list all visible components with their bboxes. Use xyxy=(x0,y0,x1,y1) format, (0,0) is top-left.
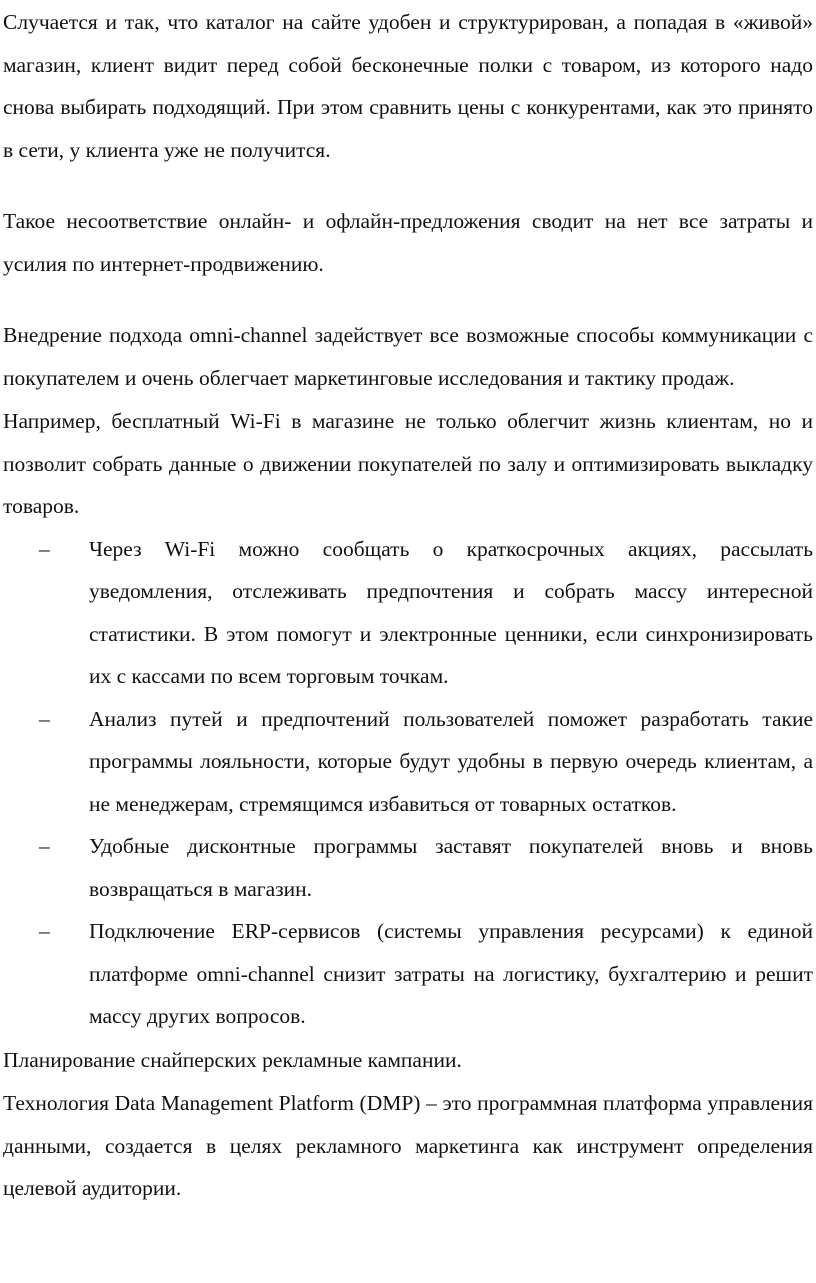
list-item xyxy=(39,910,813,1038)
list-item xyxy=(39,698,813,826)
list-dash: – xyxy=(39,919,50,943)
list-item xyxy=(39,528,813,698)
list-item xyxy=(39,825,813,910)
document-page xyxy=(3,0,813,1210)
paragraph-mismatch: Такое несоответствие онлайн- и офлайн-предложения сводит на нет все затраты и усилия по интернет-продвижению. xyxy=(3,209,813,276)
list-dash: – xyxy=(39,834,50,858)
list-dash: – xyxy=(39,706,50,731)
paragraph-catalog: Случается и так, что каталог на сайте удобен и структурирован, а попадая в «живой» магазин, клиент видит перед собой бесконечные полки с товаром, из которого надо снова выбирать подходящий. При этом сравнить цены с конкурентами, как это принято в сети, у клиента уже не получится. xyxy=(3,10,813,162)
paragraph-campaign-planning: Планирование снайперских рекламные кампании. xyxy=(3,1047,462,1072)
list-item-text: Анализ путей и предпочтений пользователей поможет разработать такие программы лояльности, которые будут удобны в первую очередь клиентам, а не менеджерам, стремящимся избавиться от товарных остатков. xyxy=(89,706,813,816)
list-dash: – xyxy=(39,536,50,561)
list-item-text: Подключение ERP-сервисов (системы управления ресурсами) к единой платформе omni-channel снизит затраты на логистику, бухгалтерию и решит массу других вопросов. xyxy=(89,919,813,1028)
paragraph-omni-channel: Внедрение подхода omni-channel задействует все возможные способы коммуникации с покупателем и очень облегчает маркетинговые исследования и тактику продаж. xyxy=(3,323,813,390)
benefits-list xyxy=(3,528,813,1038)
list-item-text: Удобные дисконтные программы заставят покупателей вновь и вновь возвращаться в магазин. xyxy=(89,834,813,901)
paragraph-dmp: Технология Data Management Platform (DMP) – это программная платформа управления данными, создается в целях рекламного маркетинга как инструмент определения целевой аудитории. xyxy=(3,1091,813,1200)
paragraph-wifi: Например, бесплатный Wi-Fi в магазине не только облегчит жизнь клиентам, но и позволит собрать данные о движении покупателей по залу и оптимизировать выкладку товаров. xyxy=(3,409,813,518)
list-item-text: Через Wi-Fi можно сообщать о краткосрочных акциях, рассылать уведомления, отслеживать предпочтения и собрать массу интересной статистики. В этом помогут и электронные ценники, если синхронизировать их с кассами по всем торговым точкам. xyxy=(89,536,813,688)
